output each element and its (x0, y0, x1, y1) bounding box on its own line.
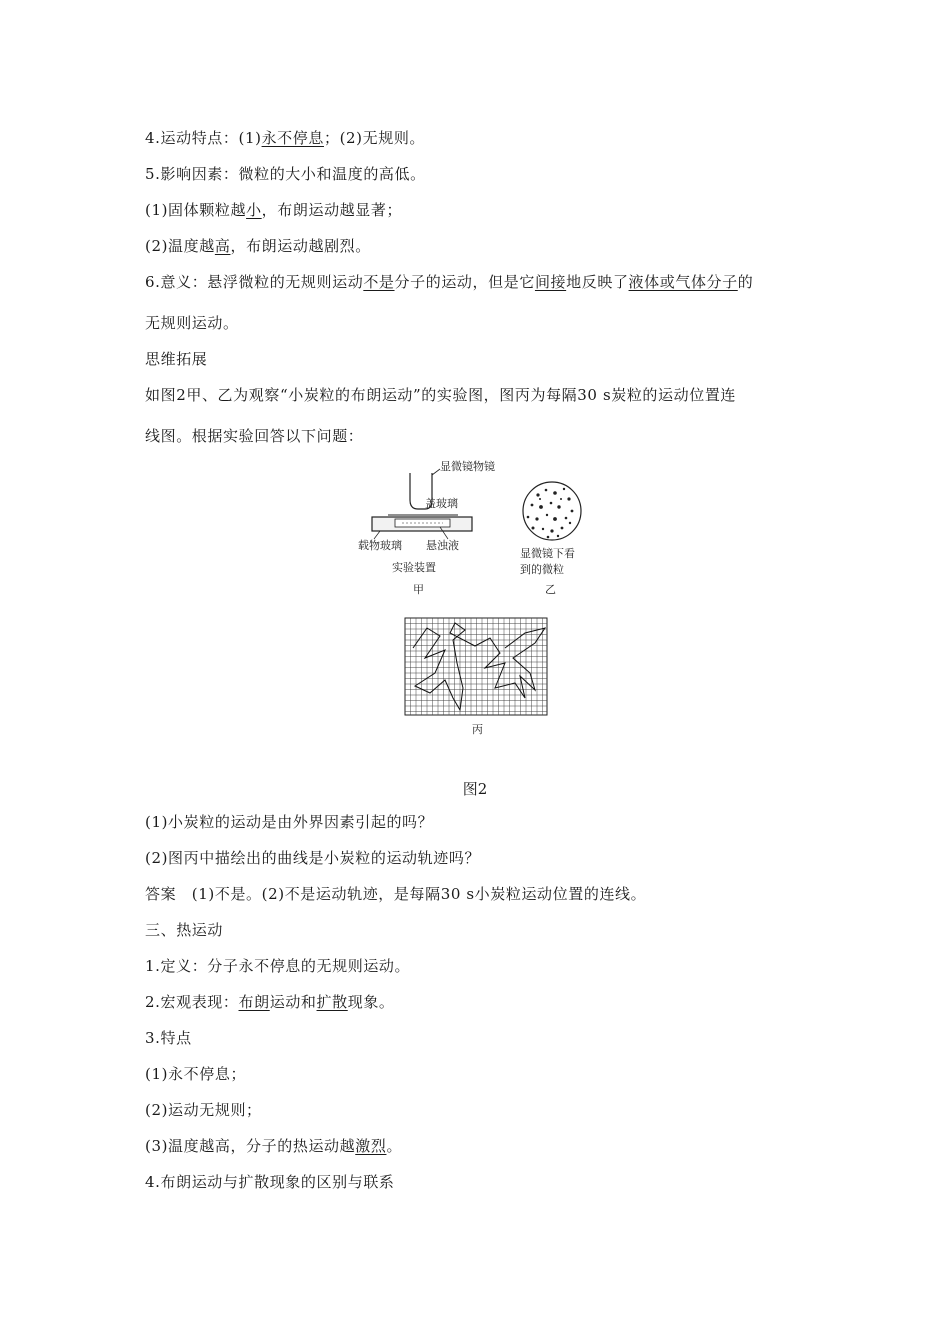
text-line-meaning-cont: 无规则运动。 (145, 314, 239, 332)
section-heading-thinking: 思维拓展 (145, 350, 208, 368)
answer-line: 答案 (1)不是。(2)不是运动轨迹，是每隔30 s小炭粒运动位置的连线。 (145, 885, 647, 903)
label-view-1: 显微镜下看 (520, 547, 575, 560)
trajectory-grid (405, 618, 547, 715)
text-line-factors: 5.影响因素：微粒的大小和温度的高低。 (145, 165, 426, 183)
text-line-macro: 2.宏观表现：布朗运动和扩散现象。 (145, 993, 395, 1011)
text-line-meaning: 6.意义：悬浮微粒的无规则运动不是分子的运动，但是它间接地反映了液体或气体分子的 (145, 273, 754, 291)
text-line-temperature: (2)温度越高，布朗运动越剧烈。 (145, 237, 371, 255)
text-line-figure-intro: 如图2甲、乙为观察“小炭粒的布朗运动”的实验图，图丙为每隔30 s炭粒的运动位置连 (145, 386, 737, 404)
label-view-2: 到的微粒 (520, 563, 564, 576)
label-objective: 显微镜物镜 (440, 460, 495, 473)
text-line-feature-3: (3)温度越高，分子的热运动越激烈。 (145, 1137, 403, 1155)
text-line-motion-features: 4.运动特点：(1)永不停息；(2)无规则。 (145, 129, 426, 147)
label-suspension: 悬浊液 (426, 539, 459, 552)
text-line-features: 3.特点 (145, 1029, 192, 1047)
text-line-figure-intro-cont: 线图。根据实验回答以下问题： (145, 427, 364, 445)
text-line-comparison: 4.布朗运动与扩散现象的区别与联系 (145, 1173, 395, 1191)
figure-2 (340, 455, 620, 755)
label-bing: 丙 (472, 723, 483, 736)
microscope-view-icon (523, 482, 581, 540)
figure-2-drawing (340, 455, 620, 755)
text-line-definition: 1.定义：分子永不停息的无规则运动。 (145, 957, 411, 975)
label-yi: 乙 (545, 583, 556, 596)
label-cover-glass: 盖玻璃 (425, 497, 458, 510)
figure-caption: 图2 (462, 780, 488, 798)
section-heading-thermal-motion: 三、热运动 (145, 921, 224, 939)
text-line-feature-2: (2)运动无规则； (145, 1101, 262, 1119)
label-jia: 甲 (413, 583, 424, 596)
text-line-feature-1: (1)永不停息； (145, 1065, 247, 1083)
question-1: (1)小炭粒的运动是由外界因素引起的吗？ (145, 813, 434, 831)
label-slide-glass: 载物玻璃 (358, 539, 402, 552)
slide-stage-icon (372, 515, 472, 539)
text-line-particle-size: (1)固体颗粒越小，布朗运动越显著； (145, 201, 403, 219)
label-apparatus: 实验装置 (392, 561, 436, 574)
question-2: (2)图丙中描绘出的曲线是小炭粒的运动轨迹吗？ (145, 849, 481, 867)
